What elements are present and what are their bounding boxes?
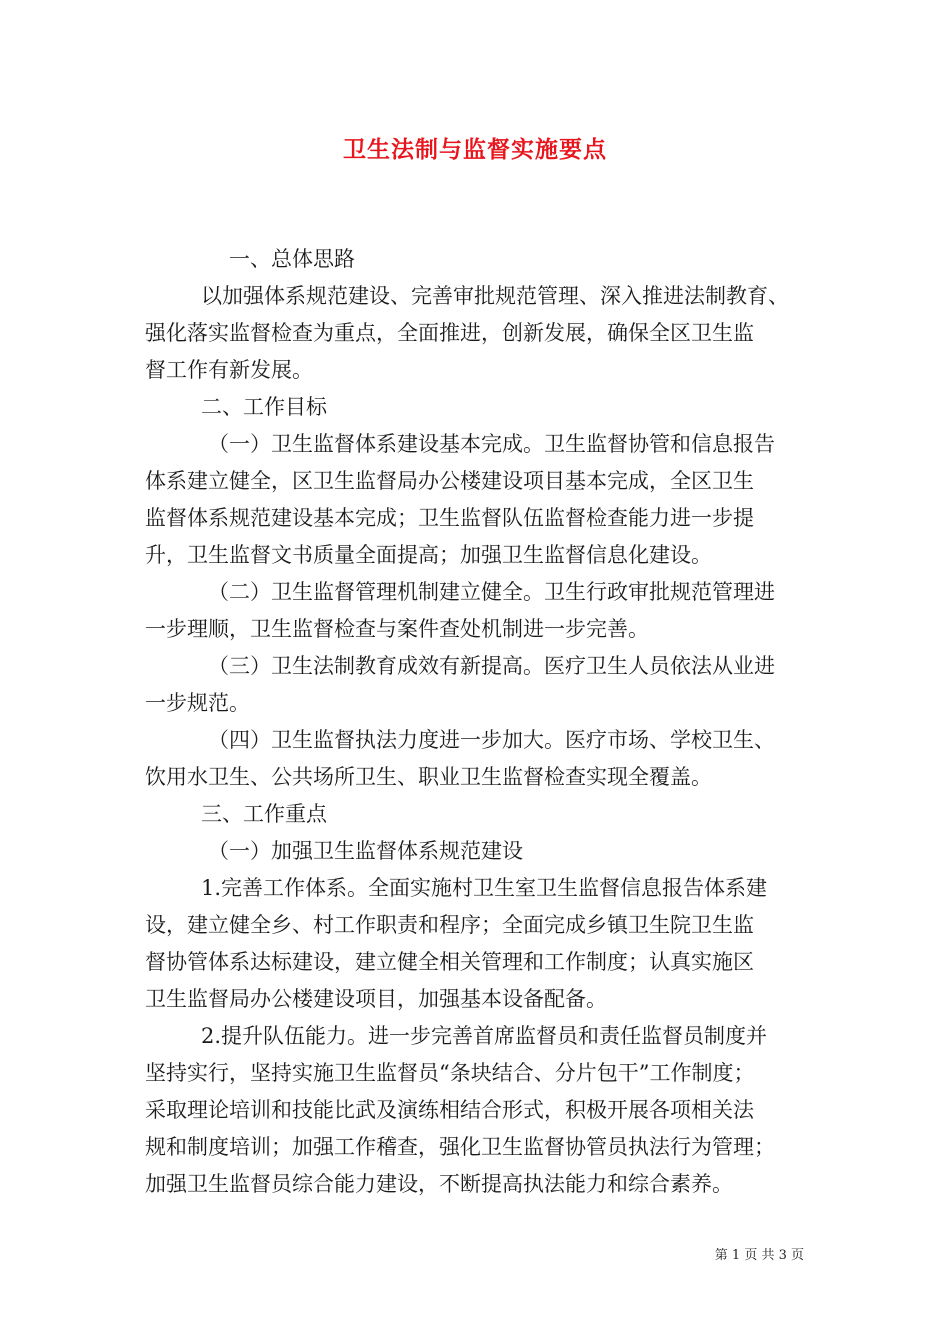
paragraph-line: 监督体系规范建设基本完成；卫生监督队伍监督检查能力进一步提: [145, 506, 754, 530]
paragraph-line: 加强卫生监督员综合能力建设，不断提高执法能力和综合素养。: [145, 1172, 733, 1196]
paragraph-line: （三）卫生法制教育成效有新提高。医疗卫生人员依法从业进: [208, 654, 775, 678]
subsection-heading: （一）加强卫生监督体系规范建设: [208, 839, 523, 863]
paragraph-line: 一步规范。: [145, 691, 250, 715]
paragraph-line: 督工作有新发展。: [145, 358, 313, 382]
document-body: [145, 241, 811, 1203]
paragraph-line: 规和制度培训；加强工作稽查，强化卫生监督协管员执法行为管理；: [145, 1135, 775, 1159]
paragraph-line: 体系建立健全，区卫生监督局办公楼建设项目基本完成，全区卫生: [145, 469, 754, 493]
section-heading-work-focus: 三、工作重点: [201, 802, 327, 826]
section-heading-overall-approach: 一、总体思路: [229, 247, 355, 271]
paragraph-line: 饮用水卫生、公共场所卫生、职业卫生监督检查实现全覆盖。: [145, 765, 712, 789]
paragraph-line: 升，卫生监督文书质量全面提高；加强卫生监督信息化建设。: [145, 543, 712, 567]
paragraph-line: 以加强体系规范建设、完善审批规范管理、深入推进法制教育、: [201, 284, 789, 308]
paragraph-line: 采取理论培训和技能比武及演练相结合形式，积极开展各项相关法: [145, 1098, 754, 1122]
paragraph-line: （四）卫生监督执法力度进一步加大。医疗市场、学校卫生、: [208, 728, 775, 752]
paragraph-line: 督协管体系达标建设，建立健全相关管理和工作制度；认真实施区: [145, 950, 754, 974]
paragraph-line: 设，建立健全乡、村工作职责和程序；全面完成乡镇卫生院卫生监: [145, 913, 754, 937]
paragraph-line: 坚持实行，坚持实施卫生监督员“条块结合、分片包干”工作制度；: [145, 1061, 755, 1085]
paragraph-line: （二）卫生监督管理机制建立健全。卫生行政审批规范管理进: [208, 580, 775, 604]
paragraph-line: 卫生监督局办公楼建设项目，加强基本设备配备。: [145, 987, 607, 1011]
section-heading-work-goals: 二、工作目标: [201, 395, 327, 419]
document-title: 卫生法制与监督实施要点: [343, 136, 607, 163]
page-number: 第 1 页 共 3 页: [714, 1248, 804, 1263]
paragraph-line: （一）卫生监督体系建设基本完成。卫生监督协管和信息报告: [208, 432, 775, 456]
paragraph-line: 一步理顺，卫生监督检查与案件查处机制进一步完善。: [145, 617, 649, 641]
paragraph-line: 2.提升队伍能力。进一步完善首席监督员和责任监督员制度并: [201, 1024, 768, 1048]
paragraph-line: 1.完善工作体系。全面实施村卫生室卫生监督信息报告体系建: [201, 876, 768, 900]
paragraph-line: 强化落实监督检查为重点，全面推进，创新发展，确保全区卫生监: [145, 321, 754, 345]
